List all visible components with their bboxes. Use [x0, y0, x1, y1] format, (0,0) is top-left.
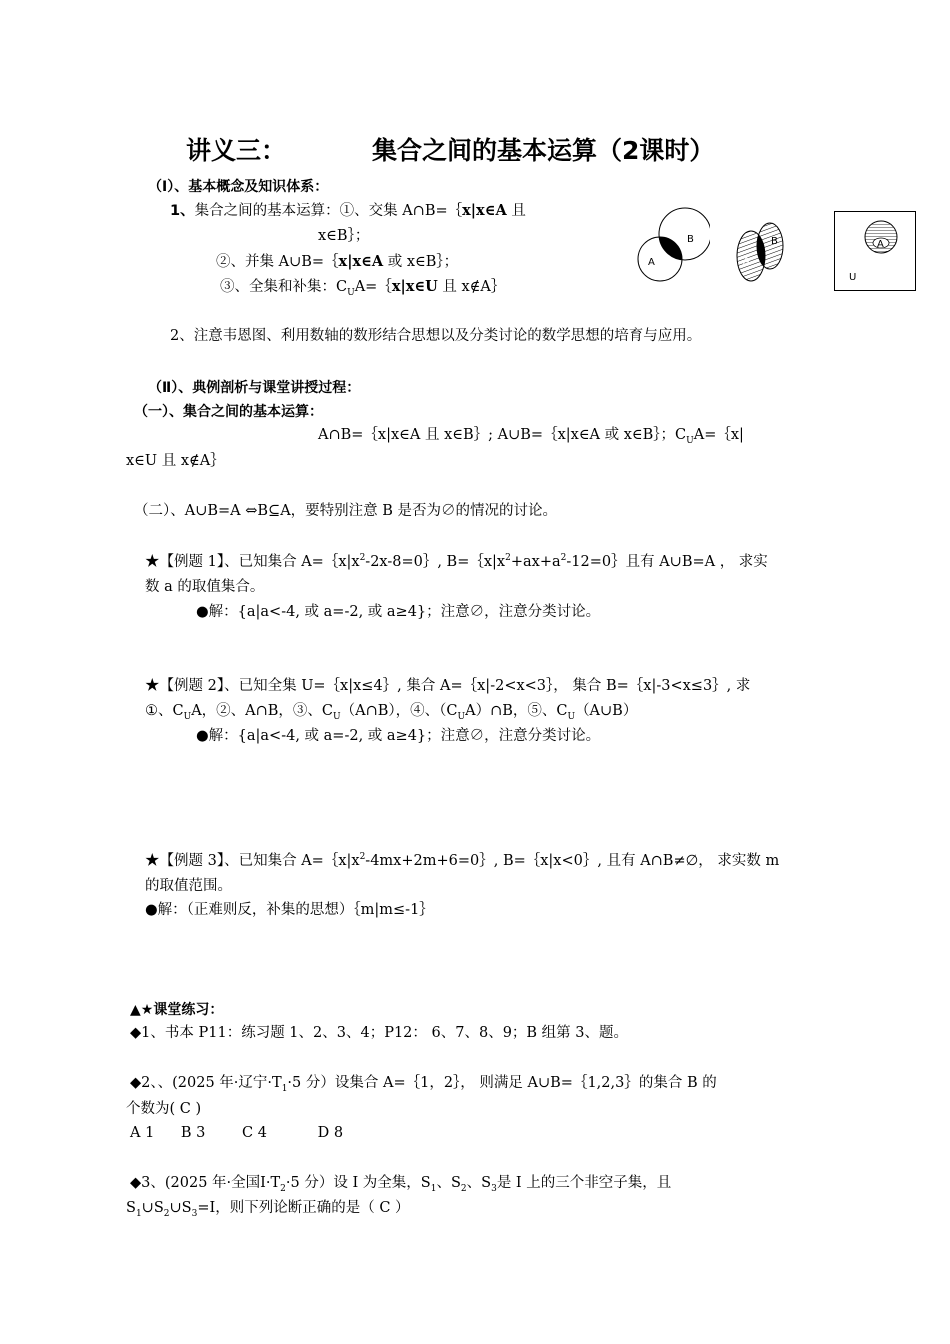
venn-label-b: B	[687, 234, 694, 245]
page-title: 集合之间的基本运算（2课时）	[372, 136, 715, 165]
example-3-question: ★【例题 3】、已知集合 $A=\{x|x^2-4mx+2m+6=0\}$, B=｛x|x<0｝, 且有 A∩B≠∅， 求实数 m	[145, 852, 780, 869]
example-2-question-cont: ①、$C_UA$，②、A∩B，③、$C_U(A\cap B)$，④、$(C_UA)\cap B$，⑤、$C_U(A\cup B)$	[145, 703, 638, 722]
example-3-answer: ●解：（正难则反，补集的思想）｛m|m≤-1｝	[145, 902, 434, 918]
subsection-2-text: （二）、A∪B=A ⇔B⊆A，要特别注意 B 是否为∅的情况的讨论。	[134, 503, 558, 519]
basic-ops-complement: ③、全集和补集：$C_UA=\{x|x\in U$ 且 x∉A｝	[220, 278, 506, 298]
section-2-heading: （Ⅱ）、典例剖析与课堂讲授过程：	[148, 380, 361, 396]
venn-intersection-diagram	[630, 204, 710, 284]
practice-heading: ▲★课堂练习：	[130, 1002, 224, 1018]
basic-ops-intersection: 1、集合之间的基本运算：①、交集 A∩B=｛x|x∈A 且	[170, 202, 526, 219]
venn-union-diagram	[733, 216, 793, 286]
example-2-question: ★【例题 2】、已知全集 U=｛x|x≤4｝, 集合 A=｛x|-2<x<3｝， 集合 B=｛x|-3<x≤3｝, 求	[145, 678, 751, 694]
example-1-answer: ●解：{a|a<-4, 或 a=-2, 或 a≥4}；注意∅，注意分类讨论。	[196, 604, 601, 620]
formula-line: A∩B=｛x|x∈A 且 x∈B｝; A∪B=｛x|x∈A 或 x∈B｝；$C_UA=\{x|$	[318, 427, 744, 446]
example-1-question-cont: 数 a 的取值集合。	[145, 579, 265, 595]
page-title-left: 讲义三：	[186, 136, 287, 165]
venn-note: 2、注意韦恩图、利用数轴的数形结合思想以及分类讨论的数学思想的培育与应用。	[170, 328, 702, 344]
example-3-question-cont: 的取值范围。	[145, 878, 232, 894]
venn-label-a: A	[648, 257, 655, 268]
practice-item-2-options	[130, 1125, 343, 1142]
option-a: A 1	[130, 1125, 155, 1141]
formula-line-cont: x∈U 且 x∉A｝	[126, 453, 225, 469]
practice-item-2: ◆2、、(2025 年·辽宁$\cdot T_1\cdot 5$ 分）设集合 A=｛1，2｝， 则满足 A∪B=｛1,2,3｝的集合 B 的	[130, 1075, 717, 1094]
section-1-heading: （Ⅰ）、基本概念及知识体系：	[148, 179, 329, 195]
option-c: C 4	[242, 1125, 267, 1141]
universal-set-label: U	[849, 272, 857, 283]
practice-item-3-cont: $S_1\cup S_2\cup S_3=I$，则下列论断正确的是（ C ）	[126, 1200, 410, 1219]
practice-item-2-cont: 个数为( C )	[126, 1101, 202, 1117]
venn-union-label-a: A	[743, 256, 750, 267]
basic-ops-intersection-cont: x∈B｝；	[318, 228, 370, 244]
venn-union-label-b: B	[771, 236, 778, 247]
subsection-1-heading: （一）、集合之间的基本运算：	[134, 404, 323, 420]
example-2-answer: ●解：{a|a<-4, 或 a=-2, 或 a≥4}；注意∅，注意分类讨论。	[196, 728, 601, 744]
example-1-question: ★【例题 1】、已知集合 $A=\{x|x^2-2x-8=0\}$, $B=\{x|x^2+ax+a^2-12=0\}$且有 A∪B=A ， 求实	[145, 553, 768, 570]
practice-item-3: ◆3、(2025 年·全国$Ⅰ\cdot T_2\cdot 5$ 分）设 I 为全集，$S_1$、$S_2$、$S_3$是 I 上的三个非空子集，且	[130, 1175, 672, 1194]
option-d: D 8	[317, 1125, 344, 1141]
practice-item-1: ◆1、书本 P11：练习题 1、2、3、4；P12： 6、7、8、9；B 组第 3、题。	[130, 1025, 629, 1041]
complement-label-a: A	[877, 239, 884, 250]
complement-diagram	[834, 211, 916, 291]
basic-ops-union: ②、并集 A∪B=｛x|x∈A 或 x∈B｝；	[216, 253, 459, 270]
option-b: B 3	[180, 1125, 206, 1141]
